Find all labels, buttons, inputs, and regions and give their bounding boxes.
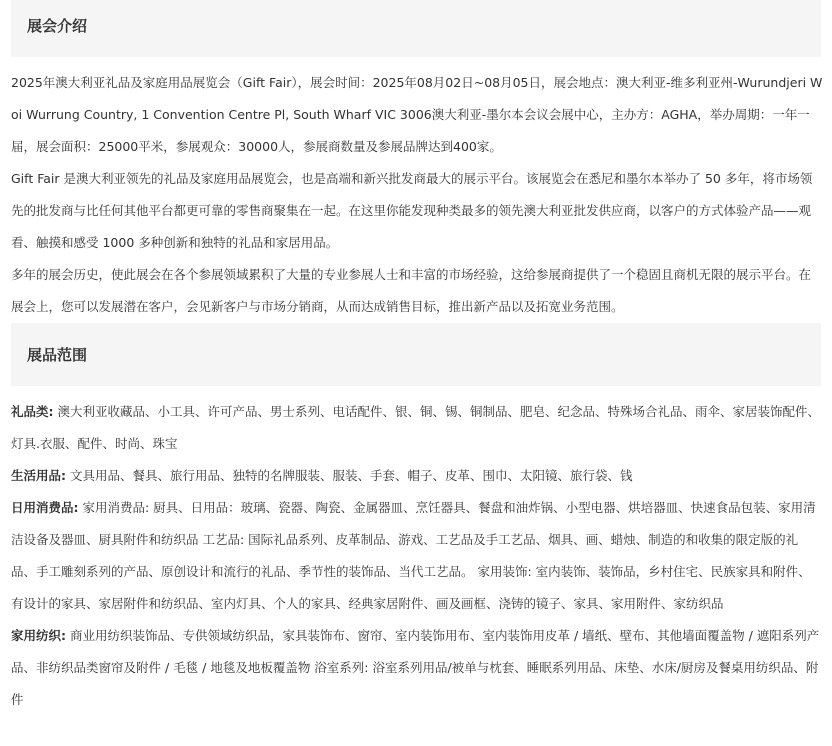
category-label: 生活用品: bbox=[11, 468, 66, 483]
intro-paragraph: 2025年澳大利亚礼品及家庭用品展览会（Gift Fair），展会时间：2025年08月02日~08月05日，展会地点：澳大利亚-维多利亚州-Wurundjeri Woi Wurrung Country, 1 Convention Centre Pl, South Wharf VIC 3006澳大利亚-墨尔本会议会展中心，主办方：AGHA，举办周期：一年一届，展会面积：25000平米，参展观众：30000人，参展商数量及参展品牌达到400家。 bbox=[11, 75, 823, 154]
category-gifts bbox=[11, 396, 823, 460]
category-text: 商业用纺织装饰品、专供领域纺织品，家具装饰布、窗帘、室内装饰用布、室内装饰用皮革 / 墙纸、壁布、其他墙面覆盖物 / 遮阳系列产品、非纺织品类窗帘及附件 / 毛毯 / 地毯及地板覆盖物 浴室系列: 浴室系列用品/被单与枕套、睡眠系列用品、床垫、水床/厨房及餐桌用纺织品、附件 bbox=[11, 628, 820, 707]
category-label: 家用纺织: bbox=[11, 628, 66, 643]
intro-paragraph: Gift Fair 是澳大利亚领先的礼品及家庭用品展览会，也是高端和新兴批发商最大的展示平台。该展览会在悉尼和墨尔本举办了 50 多年，将市场领先的批发商与比任何其他平台都更可靠的零售商聚集在一起。在这里你能发现种类最多的领先澳大利亚批发供应商，以客户的方式体验产品——观看、触摸和感受 1000 多种创新和独特的礼品和家居用品。 bbox=[11, 171, 813, 250]
category-consumer-goods bbox=[11, 492, 823, 620]
range-text-block bbox=[11, 396, 823, 716]
section-heading-intro: 展会介绍 bbox=[11, 0, 821, 57]
intro-text-block bbox=[11, 67, 823, 323]
category-label: 礼品类: bbox=[11, 404, 54, 419]
category-text: 澳大利亚收藏品、小工具、许可产品、男士系列、电话配件、银、铜、锡、铜制品、肥皂、纪念品、特殊场合礼品、雨伞、家居装饰配件、灯具.衣服、配件、时尚、珠宝 bbox=[11, 404, 820, 451]
category-text: 家用消费品: 厨具、日用品：玻璃、瓷器、陶瓷、金属器皿、烹饪器具、餐盘和油炸锅、小型电器、烘培器皿、快速食品包装、家用清洁设备及器皿、厨具附件和纺织品 工艺品: 国际礼品系列、皮革制品、游戏、工艺品及手工艺品、烟具、画、蜡烛、制造的和收集的限定版的礼品、手工雕刻系列的产品、原创设计和流行的礼品、季节性的装饰品、当代工艺品。 家用装饰: 室内装饰、装饰品，乡村住宅、民族家具和附件、有设计的家具、家居附件和纺织品、室内灯具、个人的家具、经典家居附件、画及画框、浇铸的镜子、家具、家用附件、家纺织品 bbox=[11, 500, 816, 611]
intro-paragraph: 多年的展会历史，使此展会在各个参展领域累积了大量的专业参展人士和丰富的市场经验，这给参展商提供了一个稳固且商机无限的展示平台。在展会上，您可以发展潜在客户，会见新客户与市场分销商，从而达成销售目标，推出新产品以及拓宽业务范围。 bbox=[11, 267, 812, 314]
category-home-textiles bbox=[11, 620, 823, 716]
category-text: 文具用品、餐具、旅行用品、独特的名牌服装、服装、手套、帽子、皮革、围巾、太阳镜、旅行袋、钱 bbox=[66, 468, 633, 483]
category-label: 日用消费品: bbox=[11, 500, 79, 515]
category-lifestyle bbox=[11, 460, 823, 492]
section-heading-range: 展品范围 bbox=[11, 323, 821, 386]
